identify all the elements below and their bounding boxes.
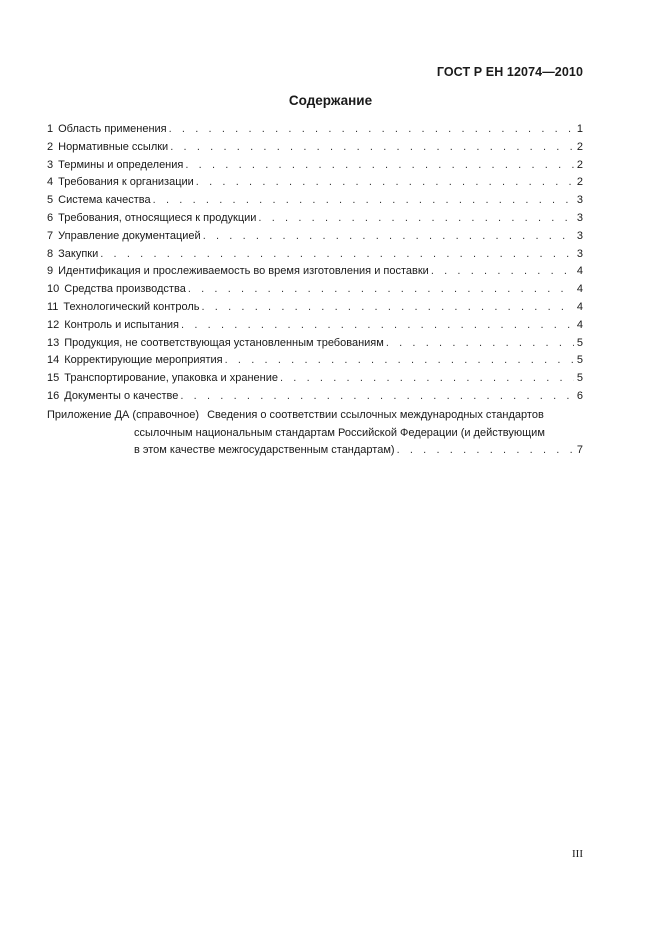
toc-item-label: Корректирующие мероприятия [64, 354, 223, 367]
toc-annex-item[interactable] [47, 407, 583, 460]
toc-item-label: Управление документацией [58, 229, 201, 242]
toc-item[interactable] [47, 281, 583, 299]
toc-item-label: Транспортирование, упаковка и хранение [64, 372, 278, 385]
toc-item-label: Термины и определения [58, 158, 184, 171]
annex-title-line-2: ссылочным национальным стандартам Российской Федерации (и действующим [134, 426, 545, 439]
dot-leader [153, 192, 574, 210]
dot-leader [431, 263, 574, 281]
toc-title: Содержание [288, 93, 373, 108]
toc-item-label: Документы о качестве [64, 389, 179, 402]
annex-prefix: Приложение ДА (справочное) [47, 408, 200, 421]
dot-leader [169, 121, 574, 139]
toc-item-number: 11 [47, 300, 59, 313]
toc-item[interactable] [47, 157, 583, 175]
toc-item[interactable] [47, 210, 583, 228]
toc-item-page: 5 [576, 336, 583, 349]
dot-leader [203, 228, 574, 246]
toc-item-number: 3 [47, 158, 54, 171]
dot-leader [181, 317, 574, 335]
toc-item-label: Средства производства [64, 283, 186, 296]
toc-item-page: 4 [576, 265, 583, 278]
dot-leader [258, 210, 573, 228]
toc-item-page: 5 [576, 354, 583, 367]
toc-item-page: 7 [576, 444, 583, 457]
toc-item-page: 4 [576, 283, 583, 296]
toc-item[interactable] [47, 139, 583, 157]
toc-item-page: 2 [576, 140, 583, 153]
toc-item-number: 10 [47, 283, 60, 296]
toc-item-label: Область применения [58, 123, 167, 135]
toc-item-page: 4 [576, 318, 583, 331]
toc-item[interactable] [47, 317, 583, 335]
toc-item-number: 5 [47, 194, 54, 207]
toc-item-number: 9 [47, 265, 54, 278]
toc-item[interactable] [47, 352, 583, 370]
toc-item-label: Идентификация и прослеживаемость во время изготовления и поставки [58, 265, 429, 278]
toc-item-label: Система качества [58, 194, 151, 207]
dot-leader [196, 174, 574, 192]
toc-item[interactable] [47, 246, 583, 264]
toc-item-page: 5 [576, 372, 583, 385]
toc-item-number: 13 [47, 336, 60, 349]
toc-item-number: 14 [47, 354, 60, 367]
toc-item-number: 8 [47, 247, 54, 260]
toc-item-page: 3 [576, 229, 583, 242]
toc-item-page: 2 [576, 158, 583, 171]
toc-item[interactable] [47, 192, 583, 210]
toc-item-number: 15 [47, 372, 60, 385]
toc-item-page: 2 [576, 176, 583, 189]
dot-leader [100, 246, 574, 264]
toc-item-number: 1 [47, 123, 54, 135]
toc-item-number: 4 [47, 176, 54, 189]
toc-item-label: Нормативные ссылки [58, 140, 169, 153]
toc-item-page: 3 [576, 211, 583, 224]
dot-leader [185, 157, 574, 175]
dot-leader [170, 139, 574, 157]
standard-code: ГОСТ Р ЕН 12074—2010 [436, 65, 583, 79]
toc-item-label: Закупки [58, 247, 99, 260]
toc-item[interactable] [47, 299, 583, 317]
annex-title-line-1: Сведения о соответствии ссылочных международных стандартов [207, 408, 544, 421]
dot-leader [280, 370, 574, 388]
toc-item-page: 4 [576, 300, 583, 313]
toc-item-page: 6 [576, 389, 583, 402]
toc-item-page: 3 [576, 194, 583, 207]
dot-leader [225, 352, 574, 370]
dot-leader [201, 299, 573, 317]
toc-item-page: 3 [576, 247, 583, 260]
toc-item[interactable] [47, 174, 583, 192]
dot-leader [180, 388, 574, 406]
toc-item-number: 7 [47, 229, 54, 242]
table-of-contents [47, 121, 583, 460]
toc-item-number: 12 [47, 318, 60, 331]
toc-item-label: Требования к организации [58, 176, 194, 189]
toc-item-label: Технологический контроль [63, 300, 200, 313]
dot-leader [188, 281, 574, 299]
toc-item-number: 16 [47, 389, 60, 402]
toc-item-number: 6 [47, 211, 54, 224]
toc-item-label: Контроль и испытания [64, 318, 180, 331]
toc-item-number: 2 [47, 140, 54, 153]
page-number: III [572, 848, 583, 860]
toc-item-label: Требования, относящиеся к продукции [58, 211, 257, 224]
toc-item[interactable] [47, 335, 583, 353]
dot-leader [386, 335, 574, 353]
toc-item[interactable] [47, 370, 583, 388]
toc-item-page: 1 [576, 123, 583, 135]
toc-item[interactable] [47, 121, 583, 139]
toc-item-label: Продукция, не соответствующая установленным требованиям [64, 336, 384, 349]
toc-item[interactable] [47, 263, 583, 281]
toc-item[interactable] [47, 388, 583, 406]
dot-leader [397, 442, 574, 460]
toc-item[interactable] [47, 228, 583, 246]
annex-title-line-3: в этом качестве межгосударственным стандартам) [134, 444, 395, 457]
